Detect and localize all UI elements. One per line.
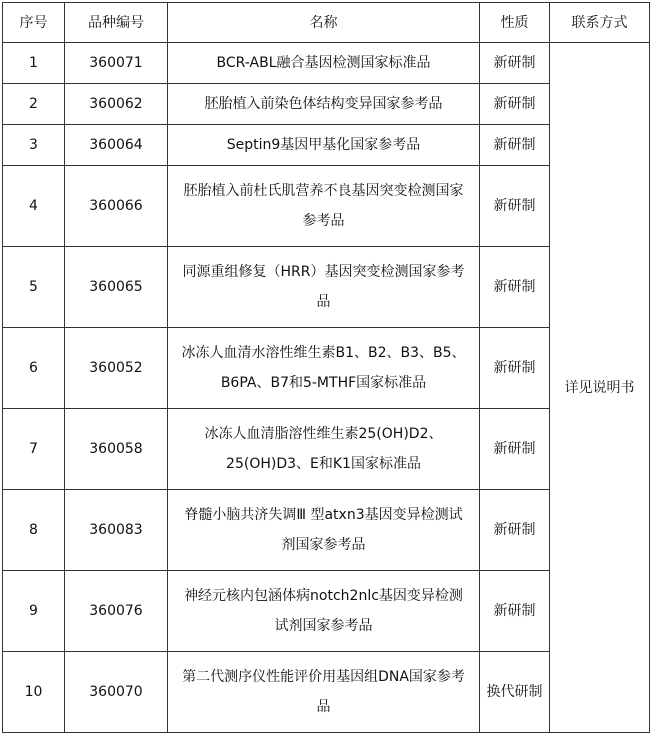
table-row [3, 43, 650, 84]
product-table [2, 2, 650, 733]
header-code: 品种编号 [65, 3, 168, 43]
row-type: 新研制 [480, 166, 550, 247]
header-type: 性质 [480, 3, 550, 43]
row-type: 新研制 [480, 84, 550, 125]
row-code: 360064 [65, 125, 168, 166]
row-no: 10 [3, 652, 65, 733]
row-name: 第二代测序仪性能评价用基因组DNA国家参考品 [168, 652, 480, 733]
row-no: 7 [3, 409, 65, 490]
row-no: 6 [3, 328, 65, 409]
header-row [3, 3, 650, 43]
row-type: 新研制 [480, 490, 550, 571]
row-name: 胚胎植入前染色体结构变异国家参考品 [168, 84, 480, 125]
row-type: 新研制 [480, 43, 550, 84]
row-name: 胚胎植入前杜氏肌营养不良基因突变检测国家参考品 [168, 166, 480, 247]
row-no: 8 [3, 490, 65, 571]
row-name: Septin9基因甲基化国家参考品 [168, 125, 480, 166]
row-no: 9 [3, 571, 65, 652]
row-no: 5 [3, 247, 65, 328]
row-type: 新研制 [480, 247, 550, 328]
row-code: 360083 [65, 490, 168, 571]
row-type: 新研制 [480, 125, 550, 166]
row-name: 脊髓小脑共济失调Ⅲ 型atxn3基因变异检测试剂国家参考品 [168, 490, 480, 571]
header-contact: 联系方式 [550, 3, 650, 43]
row-type: 新研制 [480, 328, 550, 409]
row-code: 360058 [65, 409, 168, 490]
row-type: 新研制 [480, 571, 550, 652]
row-name: BCR-ABL融合基因检测国家标准品 [168, 43, 480, 84]
row-code: 360052 [65, 328, 168, 409]
header-name: 名称 [168, 3, 480, 43]
row-name: 神经元核内包涵体病notch2nlc基因变异检测试剂国家参考品 [168, 571, 480, 652]
row-code: 360062 [65, 84, 168, 125]
row-code: 360070 [65, 652, 168, 733]
row-name: 冰冻人血清水溶性维生素B1、B2、B3、B5、B6PA、B7和5-MTHF国家标准品 [168, 328, 480, 409]
row-no: 1 [3, 43, 65, 84]
row-no: 2 [3, 84, 65, 125]
row-no: 3 [3, 125, 65, 166]
row-name: 冰冻人血清脂溶性维生素25(OH)D2、25(OH)D3、E和K1国家标准品 [168, 409, 480, 490]
header-no: 序号 [3, 3, 65, 43]
row-code: 360065 [65, 247, 168, 328]
row-type: 换代研制 [480, 652, 550, 733]
row-type: 新研制 [480, 409, 550, 490]
row-no: 4 [3, 166, 65, 247]
row-code: 360076 [65, 571, 168, 652]
contact-cell: 详见说明书 [550, 43, 650, 733]
row-code: 360066 [65, 166, 168, 247]
row-code: 360071 [65, 43, 168, 84]
row-name: 同源重组修复（HRR）基因突变检测国家参考品 [168, 247, 480, 328]
